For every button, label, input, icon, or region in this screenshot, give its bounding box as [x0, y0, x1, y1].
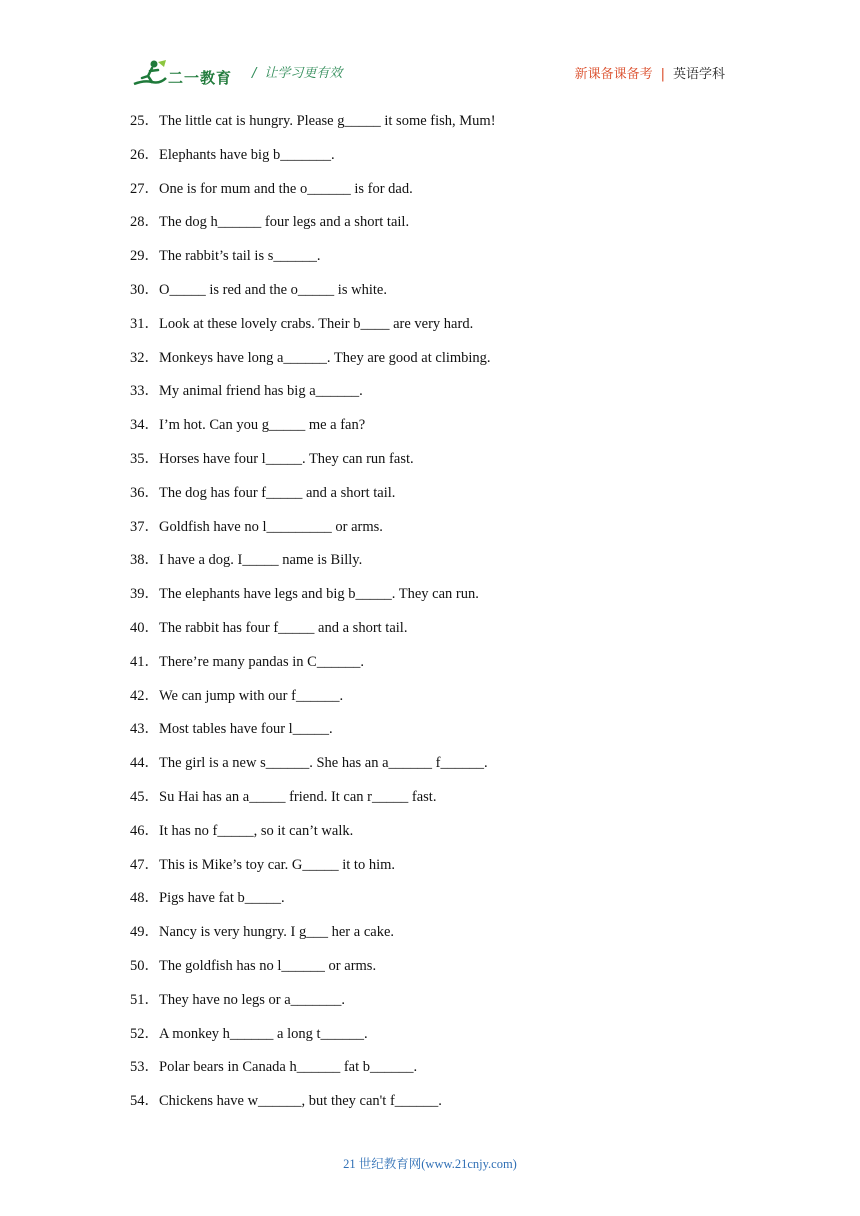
question-item: 35．Horses have four l_____. They can run fast. — [130, 450, 414, 467]
page-header — [130, 52, 730, 92]
logo — [130, 58, 240, 90]
question-item: 27．One is for mum and the o______ is for dad. — [130, 180, 413, 197]
logo-text: 二一教育 — [168, 69, 233, 87]
question-item: 50．The goldfish has no l______ or arms. — [130, 957, 377, 974]
question-item: 37．Goldfish have no l_________ or arms. — [130, 518, 383, 535]
question-item: 40．The rabbit has four f_____ and a short tail. — [130, 619, 408, 636]
header-right — [575, 63, 725, 82]
question-item: 38．I have a dog. I_____ name is Billy. — [130, 552, 363, 569]
slogan — [252, 62, 342, 81]
question-item: 25．The little cat is hungry. Please g_____ it some fish, Mum! — [130, 113, 496, 129]
subject-label: 英语学科 — [672, 67, 725, 82]
question-item: 32．Monkeys have long a______. They are good at climbing. — [130, 349, 491, 366]
question-item: 31．Look at these lovely crabs. Their b____ are very hard. — [130, 315, 474, 332]
question-item: 51．They have no legs or a_______. — [130, 991, 346, 1008]
question-item: 48．Pigs have fat b_____. — [130, 890, 285, 907]
question-item: 36．The dog has four f_____ and a short tail. — [130, 484, 396, 501]
question-item: 41．There’re many pandas in C______. — [130, 653, 364, 670]
slogan-text: 让学习更有效 — [264, 66, 343, 81]
question-item: 26．Elephants have big b_______. — [130, 146, 335, 163]
question-item: 33．My animal friend has big a______. — [130, 383, 363, 400]
question-item: 43．Most tables have four l_____. — [130, 721, 333, 738]
runner-logo-icon — [130, 58, 170, 90]
question-item: 29．The rabbit’s tail is s______. — [130, 248, 321, 265]
slash-divider: / — [252, 66, 257, 81]
question-item: 30．O_____ is red and the o_____ is white. — [130, 281, 387, 298]
question-item: 45．Su Hai has an a_____ friend. It can r_____ fast. — [130, 788, 437, 805]
question-item: 53．Polar bears in Canada h______ fat b______. — [130, 1059, 418, 1076]
course-label: 新课备课备考 — [574, 67, 653, 82]
question-item: 44．The girl is a new s______. She has an a______ f______. — [130, 755, 488, 772]
question-item: 46．It has no f_____, so it can’t walk. — [130, 822, 354, 839]
header-separator: | — [660, 67, 665, 82]
question-list — [130, 110, 770, 1124]
question-item: 34．I’m hot. Can you g_____ me a fan? — [130, 417, 366, 434]
question-item: 52．A monkey h______ a long t______. — [130, 1025, 368, 1042]
question-item: 28．The dog h______ four legs and a short tail. — [130, 214, 410, 231]
question-item: 47．This is Mike’s toy car. G_____ it to him. — [130, 856, 396, 873]
question-item: 54．Chickens have w______, but they can't f______. — [130, 1093, 442, 1110]
question-item: 49．Nancy is very hungry. I g___ her a cake. — [130, 924, 395, 941]
page-footer: 21 世纪教育网(www.21cnjy.com) — [343, 1157, 517, 1171]
question-item: 39．The elephants have legs and big b_____. They can run. — [130, 586, 479, 603]
question-item: 42．We can jump with our f______. — [130, 687, 344, 704]
